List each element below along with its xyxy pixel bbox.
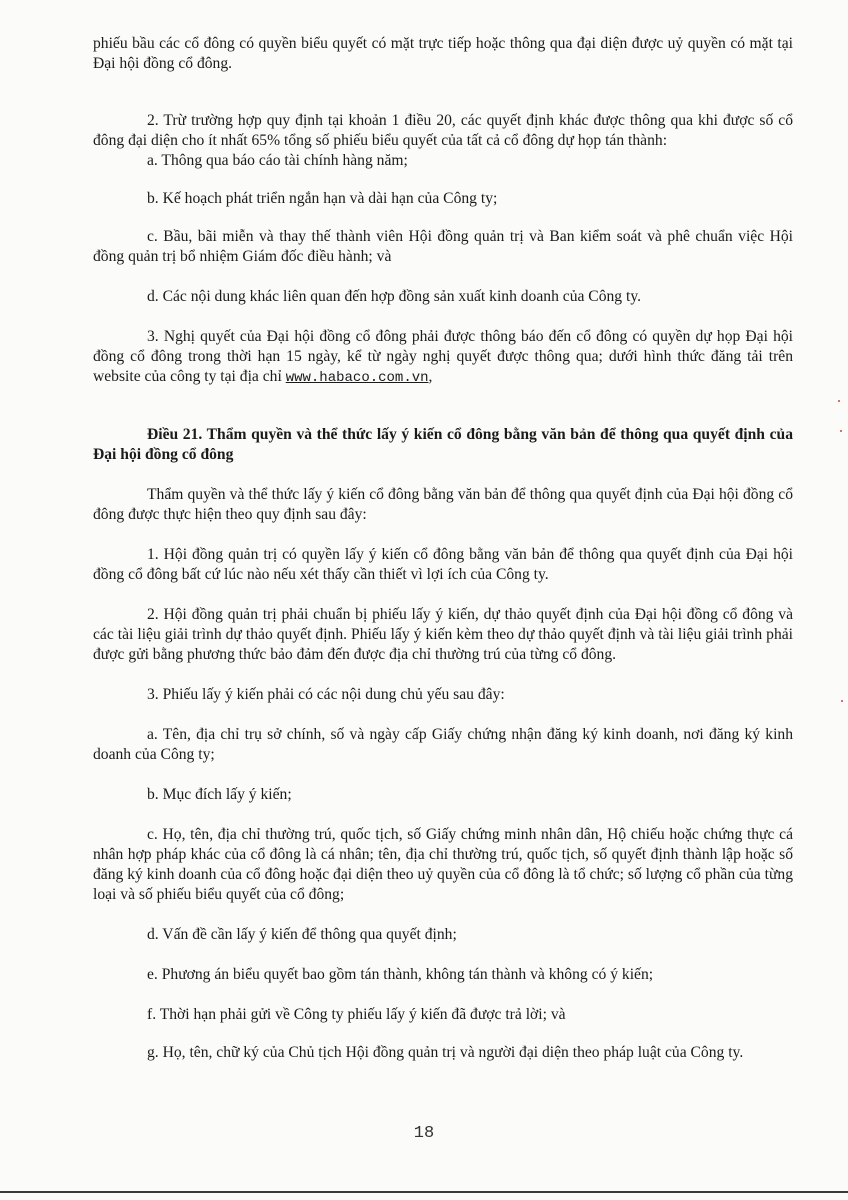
paragraph (93, 327, 793, 388)
scan-speck (838, 400, 840, 402)
paragraph: 3. Phiếu lấy ý kiến phải có các nội dung chủ yếu sau đây: (147, 686, 505, 703)
list-item: c. Họ, tên, địa chỉ thường trú, quốc tịch, số Giấy chứng minh nhân dân, Hộ chiếu hoặc chứng thực cá nhân hợp pháp khác của cổ đông là cá nhân; tên, địa chỉ thường trú, quốc tịch, số quyết định thành lập hoặc số đăng ký kinh doanh của cổ đông hoặc đại diện theo uỷ quyền của cổ đông là tổ chức; số lượng cổ phần của từng loại và số phiếu biểu quyết của cổ đông; (93, 826, 793, 903)
document-body (93, 34, 793, 1063)
list-item: a. Tên, địa chỉ trụ sở chính, số và ngày cấp Giấy chứng nhận đăng ký kinh doanh, nơi đăng ký kinh doanh của Công ty; (93, 726, 793, 763)
article-heading: Điều 21. Thẩm quyền và thể thức lấy ý kiến cổ đông bằng văn bản để thông qua quyết định của Đại hội đồng cổ đông (93, 426, 793, 463)
paragraph: 2. Trừ trường hợp quy định tại khoản 1 điều 20, các quyết định khác được thông qua khi được số cổ đông đại diện cho ít nhất 65% tổng số phiếu biểu quyết của tất cả cổ đông dự họp tán thành: (93, 112, 793, 149)
paragraph: 2. Hội đồng quản trị phải chuẩn bị phiếu lấy ý kiến, dự thảo quyết định của Đại hội đồng cổ đông và các tài liệu giải trình dự thảo quyết định. Phiếu lấy ý kiến kèm theo dự thảo quyết định và tài liệu giải trình phải được gửi bằng phương thức bảo đảm đến được địa chỉ thường trú của từng cổ đông. (93, 606, 793, 663)
paragraph: Thẩm quyền và thể thức lấy ý kiến cổ đông bằng văn bản để thông qua quyết định của Đại hội đồng cổ đông được thực hiện theo quy định sau đây: (93, 486, 793, 523)
list-item: g. Họ, tên, chữ ký của Chủ tịch Hội đồng quản trị và người đại diện theo pháp luật của Công ty. (147, 1044, 744, 1061)
scan-speck (841, 700, 843, 702)
paragraph: 1. Hội đồng quản trị có quyền lấy ý kiến cổ đông bằng văn bản để thông qua quyết định của Đại hội đồng cổ đông bất cứ lúc nào nếu xét thấy cần thiết vì lợi ích của Công ty. (93, 546, 793, 583)
scan-edge-line (0, 1191, 848, 1193)
paragraph-text: 3. Nghị quyết của Đại hội đồng cổ đông phải được thông báo đến cổ đông có quyền dự họp Đại hội đồng cổ đông trong thời hạn 15 ngày, kể từ ngày nghị quyết được thông qua; dưới hình thức đăng tải trên website của công ty tại địa chỉ (93, 328, 793, 385)
website-suffix: , (428, 368, 433, 385)
list-item: c. Bầu, bãi miễn và thay thế thành viên Hội đồng quản trị và Ban kiểm soát và phê chuẩn việc Hội đồng quản trị bổ nhiệm Giám đốc điều hành; và (93, 228, 793, 265)
list-item: b. Mục đích lấy ý kiến; (147, 786, 292, 803)
list-item: d. Các nội dung khác liên quan đến hợp đồng sản xuất kinh doanh của Công ty. (147, 288, 642, 305)
list-item: e. Phương án biểu quyết bao gồm tán thành, không tán thành và không có ý kiến; (147, 966, 654, 983)
scan-speck (840, 430, 842, 432)
page-number: 18 (413, 1124, 435, 1143)
list-item: d. Vấn đề cần lấy ý kiến để thông qua quyết định; (147, 926, 457, 943)
list-item: b. Kế hoạch phát triển ngắn hạn và dài hạn của Công ty; (147, 190, 498, 207)
list-item: f. Thời hạn phải gửi về Công ty phiếu lấy ý kiến đã được trả lời; và (147, 1006, 566, 1023)
paragraph: phiếu bầu các cổ đông có quyền biểu quyết có mặt trực tiếp hoặc thông qua đại diện được uỷ quyền có mặt tại Đại hội đồng cổ đông. (93, 35, 793, 72)
website-link[interactable]: www.habaco.com.vn (285, 370, 429, 386)
list-item: a. Thông qua báo cáo tài chính hàng năm; (147, 152, 408, 169)
